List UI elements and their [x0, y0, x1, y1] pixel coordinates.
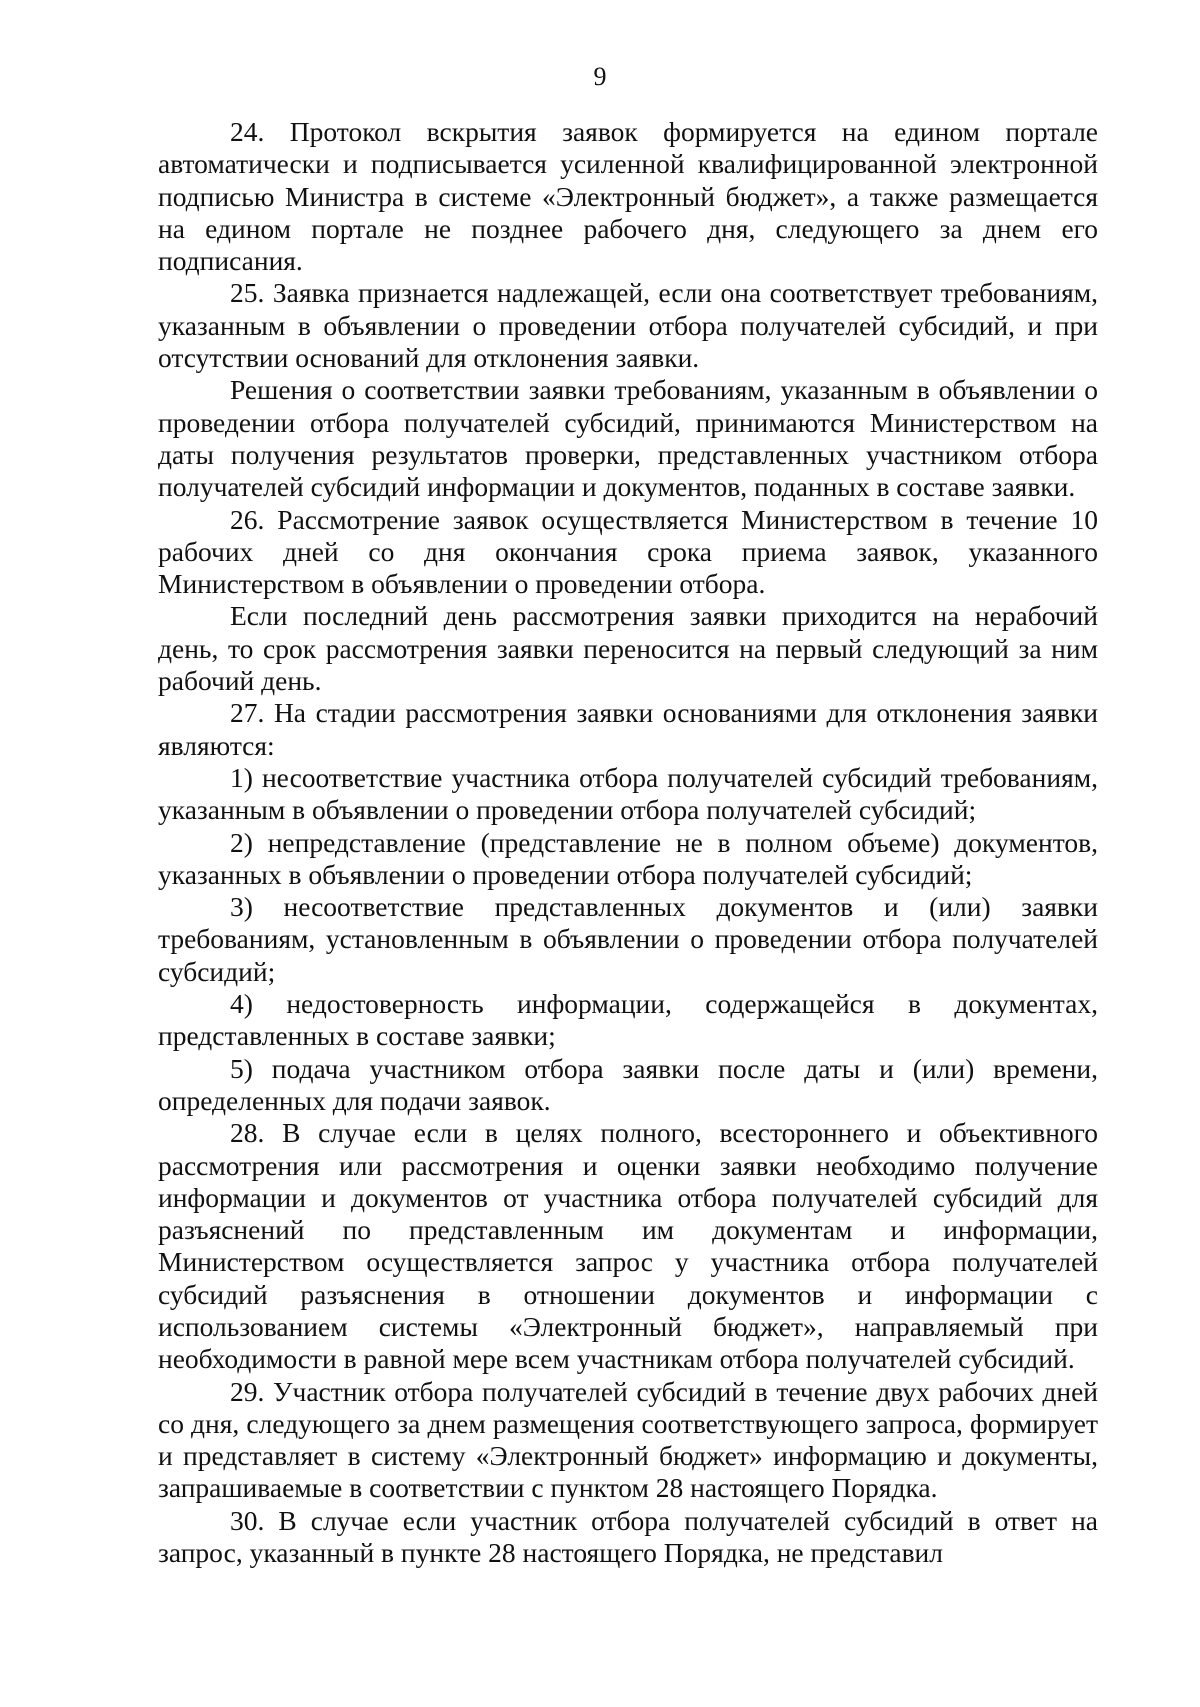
list-item-27-4: 4) недостоверность информации, содержащейся в документах, представленных в составе заявки; [158, 988, 1098, 1052]
paragraph-25-decision: Решения о соответствии заявки требованиям, указанным в объявлении о проведении отбора получателей субсидий, принимаются Министерством на даты получения результатов проверки, представленных участником отбора получателей субсидий информации и документов, поданных в составе заявки. [158, 374, 1098, 503]
paragraph-28: 28. В случае если в целях полного, всестороннего и объективного рассмотрения или рассмотрения и оценки заявки необходимо получение информации и документов от участника отбора получателей субсидий для разъяснений по представленным им документам и информации, Министерством осуществляется запрос у участника отбора получателей субсидий разъяснения в отношении документов и информации с использованием системы «Электронный бюджет», направляемый при необходимости в равной мере всем участникам отбора получателей субсидий. [158, 1117, 1098, 1375]
paragraph-26: 26. Рассмотрение заявок осуществляется Министерством в течение 10 рабочих дней со дня окончания срока приема заявок, указанного Министерством в объявлении о проведении отбора. [158, 503, 1098, 600]
paragraph-26-deadline: Если последний день рассмотрения заявки приходится на нерабочий день, то срок рассмотрения заявки переносится на первый следующий за ним рабочий день. [158, 600, 1098, 697]
paragraph-25: 25. Заявка признается надлежащей, если она соответствует требованиям, указанным в объявлении о проведении отбора получателей субсидий, и при отсутствии оснований для отклонения заявки. [158, 277, 1098, 374]
list-item-27-1: 1) несоответствие участника отбора получателей субсидий требованиям, указанным в объявлении о проведении отбора получателей субсидий; [158, 761, 1098, 826]
paragraph-27: 27. На стадии рассмотрения заявки основаниями для отклонения заявки являются: [158, 697, 1098, 761]
paragraph-29: 29. Участник отбора получателей субсидий в течение двух рабочих дней со дня, следующего за днем размещения соответствующего запроса, формирует и представляет в систему «Электронный бюджет» информацию и документы, запрашиваемые в соответствии с пунктом 28 настоящего Порядка. [158, 1375, 1098, 1504]
paragraph-24: 24. Протокол вскрытия заявок формируется на едином портале автоматически и подписывается усиленной квалифицированной электронной подписью Министра в системе «Электронный бюджет», а также размещается на едином портале не позднее рабочего дня, следующего за днем его подписания. [158, 116, 1098, 277]
page-number: 9 [593, 62, 607, 91]
list-item-27-3: 3) несоответствие представленных документов и (или) заявки требованиям, установленным в объявлении о проведении отбора получателей субсидий; [158, 891, 1098, 987]
paragraph-30: 30. В случае если участник отбора получателей субсидий в ответ на запрос, указанный в пункте 28 настоящего Порядка, не представил [158, 1504, 1098, 1569]
document-body [158, 116, 1098, 1569]
list-item-27-5: 5) подача участником отбора заявки после даты и (или) времени, определенных для подачи заявок. [158, 1052, 1098, 1116]
list-item-27-2: 2) непредставление (представление не в полном объеме) документов, указанных в объявлении о проведении отбора получателей субсидий; [158, 826, 1098, 890]
